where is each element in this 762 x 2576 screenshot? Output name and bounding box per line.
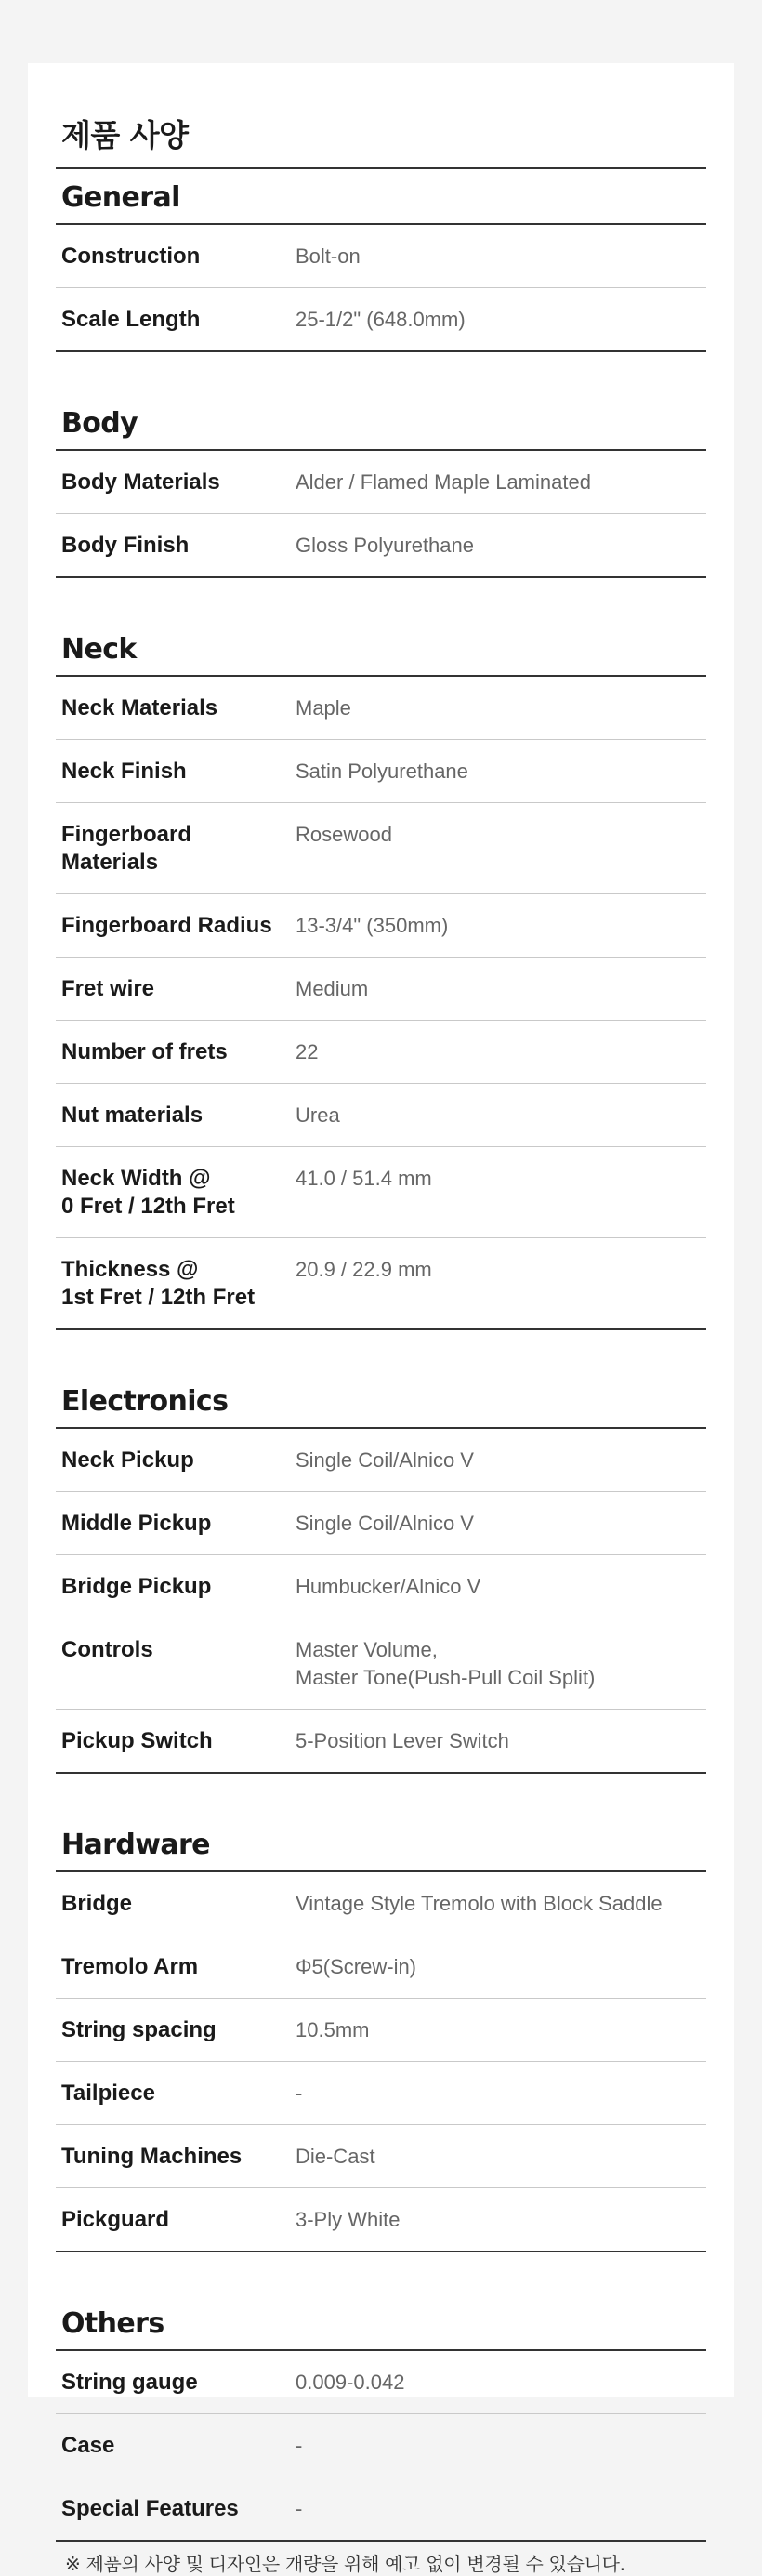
spec-value: Single Coil/Alnico V xyxy=(296,1448,474,1472)
spec-label: String spacing xyxy=(61,2017,217,2042)
spec-value: Vintage Style Tremolo with Block Saddle xyxy=(296,1892,663,1915)
disclaimer-note: ※ 제품의 사양 및 디자인은 개량을 위해 예고 없이 변경될 수 있습니다. xyxy=(65,2553,625,2575)
spec-value: 5-Position Lever Switch xyxy=(296,1729,509,1752)
spec-label: Number of frets xyxy=(61,1039,228,1064)
spec-label: Tremolo Arm xyxy=(61,1954,199,1979)
spec-row xyxy=(56,958,706,1021)
section-title: Neck xyxy=(56,621,706,677)
spec-row xyxy=(56,1492,706,1555)
spec-row xyxy=(56,1084,706,1147)
spec-label: Pickguard xyxy=(61,2207,170,2232)
spec-row xyxy=(56,1238,706,1330)
spec-value: Maple xyxy=(296,696,351,720)
spec-table xyxy=(56,2351,706,2542)
spec-row xyxy=(56,514,706,578)
spec-value: Rosewood xyxy=(296,823,392,846)
spec-label: Neck Finish xyxy=(61,759,187,784)
spec-label: Fret wire xyxy=(61,976,155,1001)
spec-row xyxy=(56,451,706,514)
spec-label: Tuning Machines xyxy=(61,2144,243,2169)
spec-value: 3-Ply White xyxy=(296,2208,401,2231)
spec-label: Neck Width @ 0 Fret / 12th Fret xyxy=(61,1166,235,1219)
spec-value: Gloss Polyurethane xyxy=(296,534,474,557)
spec-value: - xyxy=(296,2081,303,2105)
section-title: Body xyxy=(56,395,706,451)
spec-row xyxy=(56,1999,706,2062)
spec-label: Bridge Pickup xyxy=(61,1574,212,1599)
spec-label: Construction xyxy=(61,244,201,269)
spec-table xyxy=(56,451,706,578)
spec-label: Case xyxy=(61,2433,115,2458)
spec-section-electronics xyxy=(56,1373,706,1774)
spec-row xyxy=(56,2062,706,2125)
spec-row xyxy=(56,2188,706,2252)
spec-label: String gauge xyxy=(61,2370,198,2395)
spec-value: 13-3/4" (350mm) xyxy=(296,914,449,937)
spec-value: Humbucker/Alnico V xyxy=(296,1575,481,1598)
spec-table xyxy=(56,225,706,352)
spec-value: 22 xyxy=(296,1040,319,1063)
spec-row xyxy=(56,288,706,352)
spec-label: Controls xyxy=(61,1637,153,1662)
spec-value: 20.9 / 22.9 mm xyxy=(296,1258,432,1281)
spec-row xyxy=(56,740,706,803)
spec-label: Scale Length xyxy=(61,307,201,332)
section-title: General xyxy=(56,169,706,225)
spec-table xyxy=(56,1872,706,2252)
spec-row xyxy=(56,225,706,288)
spec-row xyxy=(56,1021,706,1084)
spec-value: 0.009-0.042 xyxy=(296,2371,405,2394)
spec-label: Middle Pickup xyxy=(61,1511,212,1536)
spec-row xyxy=(56,1710,706,1774)
spec-row xyxy=(56,2477,706,2542)
spec-value: - xyxy=(296,2434,303,2457)
spec-value: Master Volume, Master Tone(Push-Pull Coil Split) xyxy=(296,1638,596,1689)
spec-value: Bolt-on xyxy=(296,244,361,268)
spec-row xyxy=(56,1147,706,1238)
spec-card xyxy=(28,63,734,2575)
spec-label: Fingerboard Radius xyxy=(61,913,272,938)
spec-row xyxy=(56,2414,706,2477)
spec-row xyxy=(56,2125,706,2188)
spec-value: Satin Polyurethane xyxy=(296,760,468,783)
spec-section-others xyxy=(56,2295,706,2542)
spec-row xyxy=(56,1935,706,1999)
spec-row xyxy=(56,1429,706,1492)
spec-row xyxy=(56,894,706,958)
spec-label: Bridge xyxy=(61,1891,133,1916)
spec-value: - xyxy=(296,2497,303,2520)
spec-label: Fingerboard Materials xyxy=(61,822,192,875)
page-title: 제품 사양 xyxy=(56,117,706,169)
spec-label: Pickup Switch xyxy=(61,1728,213,1753)
spec-value: Medium xyxy=(296,977,369,1000)
spec-value: Die-Cast xyxy=(296,2145,375,2168)
spec-label: Body Finish xyxy=(61,533,190,558)
spec-section-hardware xyxy=(56,1816,706,2252)
spec-row xyxy=(56,1618,706,1710)
spec-row xyxy=(56,1555,706,1618)
spec-value: Single Coil/Alnico V xyxy=(296,1512,474,1535)
spec-label: Body Materials xyxy=(61,469,220,495)
spec-row xyxy=(56,1872,706,1935)
spec-value: 25-1/2" (648.0mm) xyxy=(296,308,466,331)
spec-value: Φ5(Screw-in) xyxy=(296,1955,417,1978)
spec-value: Urea xyxy=(296,1103,340,1127)
spec-table xyxy=(56,677,706,1330)
spec-row xyxy=(56,677,706,740)
spec-label: Thickness @ 1st Fret / 12th Fret xyxy=(61,1257,256,1310)
spec-section-general xyxy=(56,169,706,352)
spec-sections xyxy=(56,169,706,2542)
spec-label: Neck Materials xyxy=(61,695,218,720)
spec-label: Neck Pickup xyxy=(61,1447,194,1473)
spec-row xyxy=(56,2351,706,2414)
spec-table xyxy=(56,1429,706,1774)
spec-value: 41.0 / 51.4 mm xyxy=(296,1167,432,1190)
spec-row xyxy=(56,803,706,894)
spec-label: Special Features xyxy=(61,2496,239,2521)
spec-section-body xyxy=(56,395,706,578)
section-title: Electronics xyxy=(56,1373,706,1429)
spec-label: Tailpiece xyxy=(61,2081,155,2106)
section-title: Hardware xyxy=(56,1816,706,1872)
spec-section-neck xyxy=(56,621,706,1330)
spec-label: Nut materials xyxy=(61,1103,204,1128)
spec-value: 10.5mm xyxy=(296,2018,370,2041)
spec-value: Alder / Flamed Maple Laminated xyxy=(296,470,591,494)
section-title: Others xyxy=(56,2295,706,2351)
